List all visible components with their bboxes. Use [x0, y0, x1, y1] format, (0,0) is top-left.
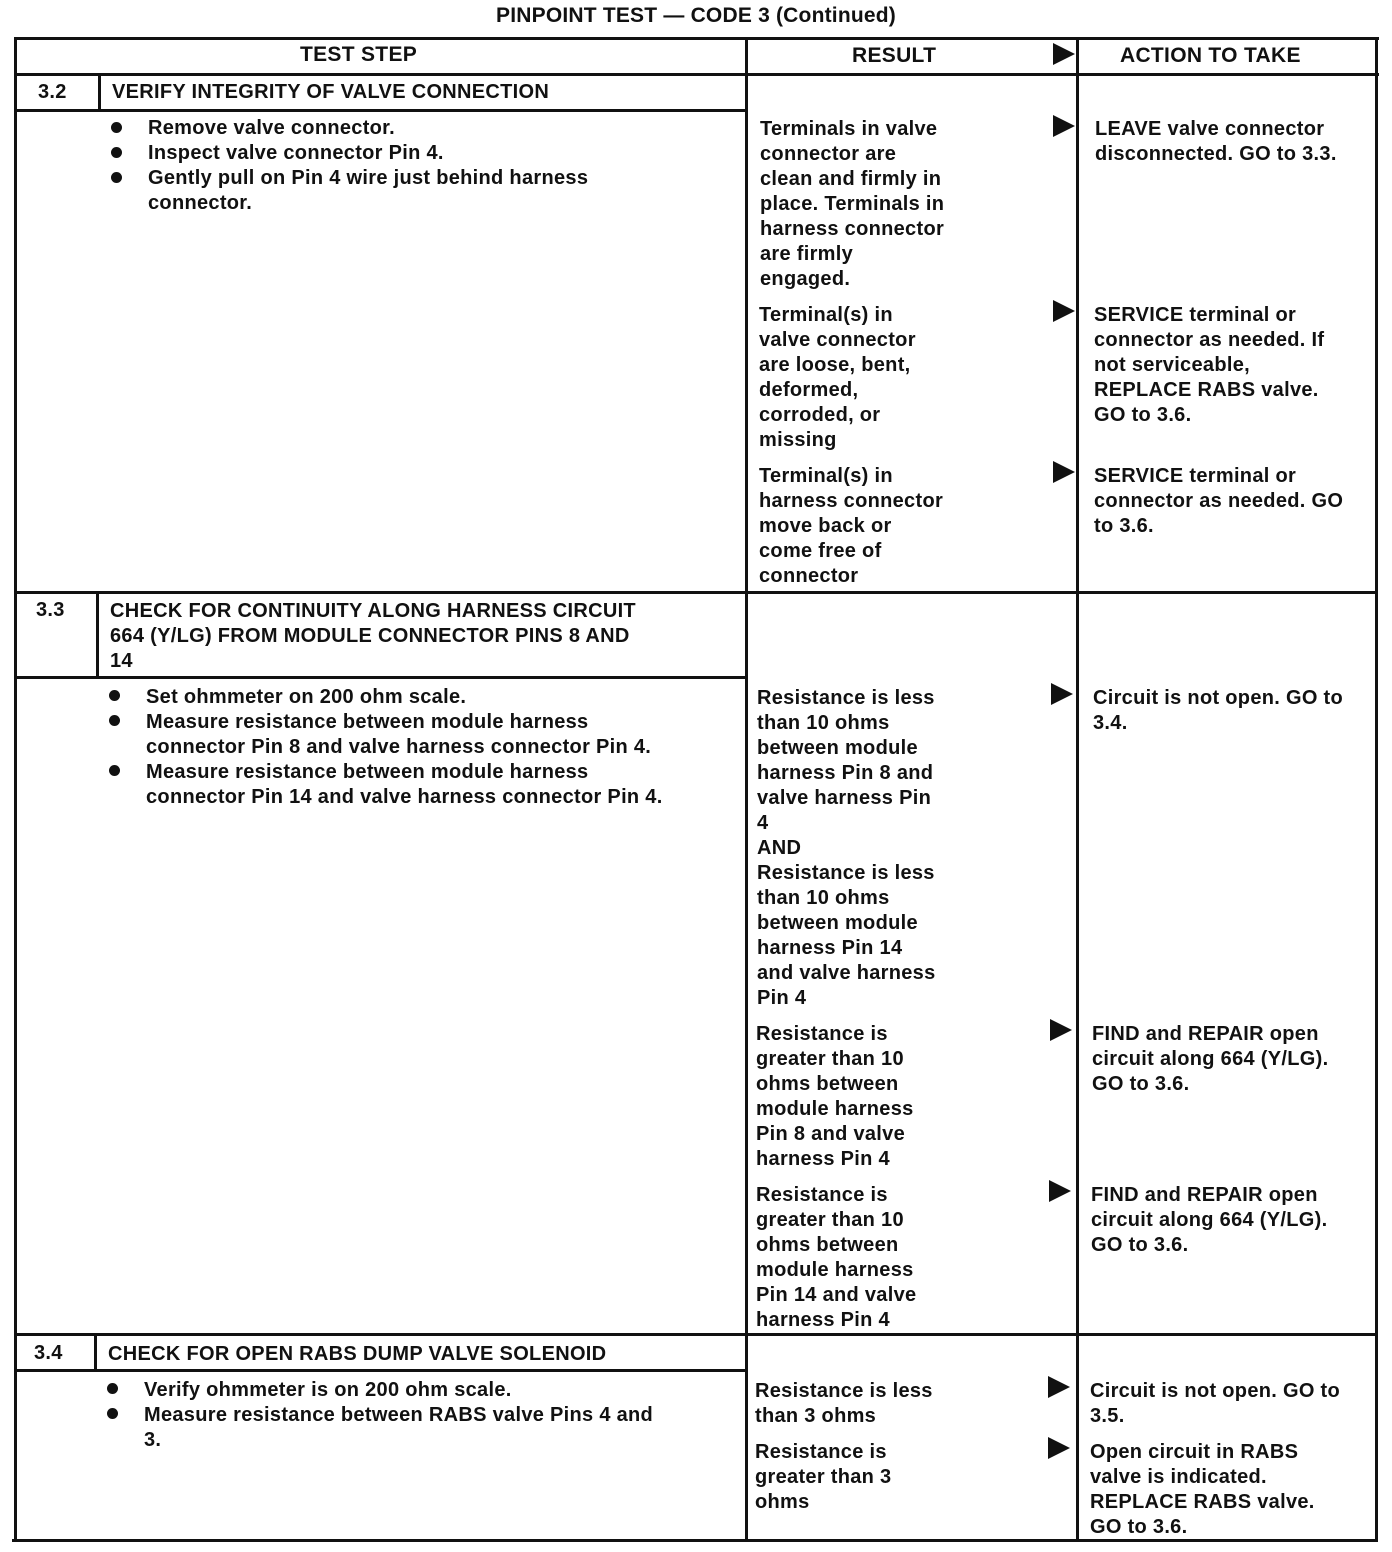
table-left-border — [14, 37, 17, 1542]
arrow-right-icon — [1050, 1019, 1072, 1041]
arrow-right-icon — [1051, 683, 1073, 705]
arrow-right-icon — [1048, 1376, 1070, 1398]
result-text: come free of — [759, 540, 882, 562]
result-text: than 3 ohms — [755, 1405, 877, 1427]
step-number-divider — [98, 73, 101, 112]
result-text: Resistance is less — [757, 862, 935, 884]
action-text: GO to 3.6. — [1094, 404, 1192, 426]
action-text: LEAVE valve connector — [1095, 118, 1325, 140]
step-instruction: Measure resistance between module harness — [146, 711, 589, 733]
step-instruction: Set ohmmeter on 200 ohm scale. — [146, 686, 467, 708]
step-number: 3.4 — [34, 1342, 63, 1364]
bullet-icon — [111, 172, 122, 183]
result-text: and valve harness — [757, 962, 936, 984]
action-column-divider — [1076, 37, 1079, 1542]
result-text: Resistance is — [755, 1441, 887, 1463]
step-heading: CHECK FOR CONTINUITY ALONG HARNESS CIRCUIT — [110, 600, 636, 622]
result-text: Pin 8 and valve — [756, 1123, 906, 1145]
action-text: REPLACE RABS valve. — [1090, 1491, 1315, 1513]
result-text: deformed, — [759, 379, 859, 401]
action-text: connector as needed. GO — [1094, 490, 1344, 512]
result-text: Pin 4 — [757, 987, 807, 1009]
step-heading: 664 (Y/LG) FROM MODULE CONNECTOR PINS 8 AND — [110, 625, 630, 647]
bullet-icon — [109, 765, 120, 776]
bullet-icon — [111, 122, 122, 133]
action-text: GO to 3.6. — [1092, 1073, 1190, 1095]
result-text: ohms — [755, 1491, 810, 1513]
bullet-icon — [107, 1408, 118, 1419]
result-text: Resistance is — [756, 1023, 888, 1045]
result-text: between module — [757, 737, 918, 759]
step-number-divider — [94, 1333, 97, 1372]
step-instruction: Remove valve connector. — [148, 117, 396, 139]
action-text: SERVICE terminal or — [1094, 304, 1297, 326]
arrow-right-icon — [1048, 1437, 1070, 1459]
result-text: AND — [757, 837, 802, 859]
action-text: 3.4. — [1093, 712, 1128, 734]
action-text: SERVICE terminal or — [1094, 465, 1297, 487]
action-text: to 3.6. — [1094, 515, 1154, 537]
result-text: 4 — [757, 812, 769, 834]
result-text: module harness — [756, 1259, 914, 1281]
action-text: Circuit is not open. GO to — [1093, 687, 1344, 709]
step-number: 3.3 — [36, 599, 65, 621]
action-text: REPLACE RABS valve. — [1094, 379, 1319, 401]
step-instruction: Verify ohmmeter is on 200 ohm scale. — [144, 1379, 512, 1401]
step-heading: CHECK FOR OPEN RABS DUMP VALVE SOLENOID — [108, 1343, 607, 1365]
bullet-icon — [109, 690, 120, 701]
table-top-border — [16, 37, 1379, 40]
step-heading-border — [14, 1369, 748, 1372]
result-text: missing — [759, 429, 837, 451]
step-instruction: connector Pin 8 and valve harness connector Pin 4. — [146, 736, 652, 758]
action-text: 3.5. — [1090, 1405, 1125, 1427]
step-heading: VERIFY INTEGRITY OF VALVE CONNECTION — [112, 81, 550, 103]
step-instruction: Measure resistance between module harness — [146, 761, 589, 783]
step-heading-border — [14, 676, 748, 679]
header-action: ACTION TO TAKE — [1120, 44, 1301, 67]
result-text: ohms between — [756, 1073, 899, 1095]
step-number: 3.2 — [38, 81, 67, 103]
step-heading: 14 — [110, 650, 133, 672]
action-text: valve is indicated. — [1090, 1466, 1267, 1488]
step-instruction: Gently pull on Pin 4 wire just behind harness — [148, 167, 589, 189]
result-text: are loose, bent, — [759, 354, 911, 376]
arrow-right-icon — [1053, 300, 1075, 322]
result-text: module harness — [756, 1098, 914, 1120]
action-text: circuit along 664 (Y/LG). — [1092, 1048, 1329, 1070]
step-instruction: 3. — [144, 1429, 162, 1451]
header-arrow-icon — [1053, 43, 1075, 65]
result-text: than 10 ohms — [757, 887, 890, 909]
action-text: connector as needed. If — [1094, 329, 1325, 351]
result-text: connector are — [760, 143, 897, 165]
action-text: not serviceable, — [1094, 354, 1250, 376]
result-text: valve connector — [759, 329, 916, 351]
result-text: Resistance is less — [757, 687, 935, 709]
step-instruction: Inspect valve connector Pin 4. — [148, 142, 444, 164]
header-test-step: TEST STEP — [300, 43, 418, 66]
action-text: disconnected. GO to 3.3. — [1095, 143, 1337, 165]
header-bottom-border — [16, 73, 1379, 76]
result-text: than 10 ohms — [757, 712, 890, 734]
result-text: clean and firmly in — [760, 168, 942, 190]
step-separator — [14, 591, 1378, 594]
result-text: place. Terminals in — [760, 193, 945, 215]
arrow-right-icon — [1049, 1180, 1071, 1202]
result-text: Terminal(s) in — [759, 304, 893, 326]
action-text: FIND and REPAIR open — [1091, 1184, 1318, 1206]
result-text: Terminals in valve — [760, 118, 938, 140]
action-text: circuit along 664 (Y/LG). — [1091, 1209, 1328, 1231]
result-text: harness connector — [760, 218, 945, 240]
result-text: greater than 3 — [755, 1466, 892, 1488]
result-text: engaged. — [760, 268, 851, 290]
action-text: Open circuit in RABS — [1090, 1441, 1299, 1463]
result-text: harness connector — [759, 490, 944, 512]
action-text: Circuit is not open. GO to — [1090, 1380, 1341, 1402]
result-text: valve harness Pin — [757, 787, 932, 809]
result-text: harness Pin 4 — [756, 1148, 890, 1170]
result-text: corroded, or — [759, 404, 881, 426]
result-text: harness Pin 4 — [756, 1309, 890, 1331]
step-instruction: connector. — [148, 192, 253, 214]
result-text: Pin 14 and valve — [756, 1284, 917, 1306]
bullet-icon — [111, 147, 122, 158]
result-text: between module — [757, 912, 918, 934]
header-result: RESULT — [852, 44, 937, 67]
bullet-icon — [109, 715, 120, 726]
step-instruction: Measure resistance between RABS valve Pins 4 and — [144, 1404, 654, 1426]
result-text: are firmly — [760, 243, 854, 265]
result-column-divider — [745, 37, 748, 1542]
result-text: Resistance is less — [755, 1380, 933, 1402]
result-text: ohms between — [756, 1234, 899, 1256]
result-text: greater than 10 — [756, 1209, 904, 1231]
action-text: FIND and REPAIR open — [1092, 1023, 1319, 1045]
action-text: GO to 3.6. — [1091, 1234, 1189, 1256]
step-separator — [14, 1333, 1378, 1336]
arrow-right-icon — [1053, 461, 1075, 483]
step-number-divider — [96, 591, 99, 679]
result-text: Resistance is — [756, 1184, 888, 1206]
result-text: move back or — [759, 515, 892, 537]
result-text: Terminal(s) in — [759, 465, 893, 487]
table-right-border — [1375, 37, 1378, 1542]
step-instruction: connector Pin 14 and valve harness connector Pin 4. — [146, 786, 663, 808]
page-title: PINPOINT TEST — CODE 3 (Continued) — [496, 4, 896, 27]
result-text: harness Pin 8 and — [757, 762, 934, 784]
result-text: connector — [759, 565, 859, 587]
action-text: GO to 3.6. — [1090, 1516, 1188, 1538]
result-text: harness Pin 14 — [757, 937, 903, 959]
result-text: greater than 10 — [756, 1048, 904, 1070]
arrow-right-icon — [1053, 115, 1075, 137]
bullet-icon — [107, 1383, 118, 1394]
step-heading-border — [14, 109, 748, 112]
